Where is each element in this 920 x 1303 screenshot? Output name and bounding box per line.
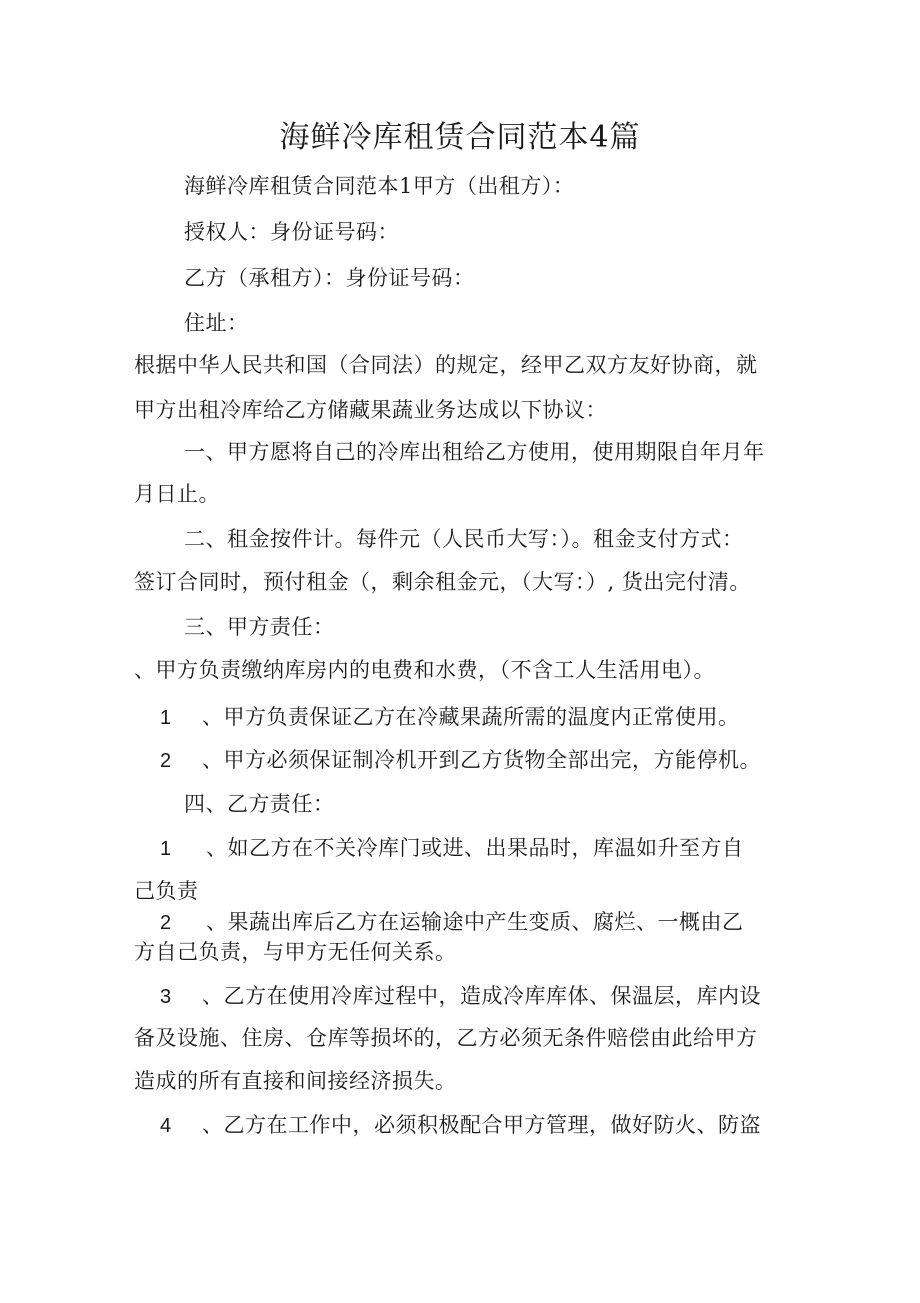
- clause-1-line-2: 月日止。: [134, 482, 220, 506]
- item-number: 3: [160, 986, 172, 1008]
- paragraph-address: 住址：: [184, 311, 249, 335]
- item-text: 、乙方在使用冷库过程中，造成冷库库体、保温层，库内设: [202, 984, 761, 1008]
- clause-2-line-2: 签订合同时，预付租金（，剩余租金元，（大写：）, 货出完付清。: [134, 570, 751, 594]
- clause-4-heading: 四、乙方责任：: [184, 792, 335, 816]
- item-number: 2: [160, 912, 172, 934]
- item-text: 、如乙方在不关冷库门或进、出果品时，库温如升至方自: [206, 836, 744, 860]
- clause-3-item-1: [160, 703, 740, 732]
- clause-4-item-4-line-1: [160, 1111, 761, 1140]
- paragraph-preamble-line-2: 甲方出租冷库给乙方储藏果蔬业务达成以下协议：: [134, 398, 607, 422]
- clause-4-item-1-line-2: 己负责: [134, 879, 199, 903]
- item-number: 2: [160, 750, 172, 772]
- item-text: 、果蔬出库后乙方在运输途中产生变质、腐烂、一概由乙: [206, 910, 744, 934]
- paragraph-lessee: 乙方（承租方）：身份证号码：: [184, 266, 475, 290]
- clause-4-item-3-line-1: [160, 982, 761, 1011]
- item-text: 、甲方负责保证乙方在冷藏果蔬所需的温度内正常使用。: [202, 705, 740, 729]
- item-text: 、乙方在工作中，必须积极配合甲方管理，做好防火、防盗: [202, 1113, 761, 1137]
- clause-3-item-2: [160, 746, 761, 775]
- paragraph-preamble-line-1: 根据中华人民共和国（合同法）的规定，经甲乙双方友好协商，就: [134, 353, 758, 377]
- clause-4-item-3-line-2: 备及设施、住房、仓库等损坏的，乙方必须无条件赔偿由此给甲方: [134, 1026, 758, 1050]
- clause-3-item-0: 、甲方负责缴纳库房内的电费和水费，（不含工人生活用电）。: [134, 658, 715, 682]
- item-number: 1: [160, 707, 172, 729]
- item-number: 1: [160, 838, 172, 860]
- clause-2-line-1: 二、租金按件计。每件元（人民币大写：）。租金支付方式：: [184, 527, 744, 551]
- item-text: 、甲方必须保证制冷机开到乙方货物全部出完，方能停机。: [202, 748, 761, 772]
- paragraph-lessor: 海鲜冷库租赁合同范本1甲方（出租方）：: [184, 174, 575, 198]
- item-number: 4: [160, 1115, 172, 1137]
- clause-4-item-3-line-3: 造成的所有直接和间接经济损失。: [134, 1069, 457, 1093]
- document-title: 海鲜冷库租赁合同范本4篇: [279, 120, 641, 155]
- clause-4-item-2-line-1: [160, 908, 744, 937]
- clause-1-line-1: 一、甲方愿将自己的冷库出租给乙方使用，使用期限自年月年: [184, 440, 765, 464]
- clause-4-item-2-line-2: 方自己负责，与甲方无任何关系。: [134, 940, 457, 964]
- clause-3-heading: 三、甲方责任：: [184, 615, 335, 639]
- clause-4-item-1-line-1: [160, 834, 744, 863]
- paragraph-authorized-person: 授权人：身份证号码：: [184, 220, 399, 244]
